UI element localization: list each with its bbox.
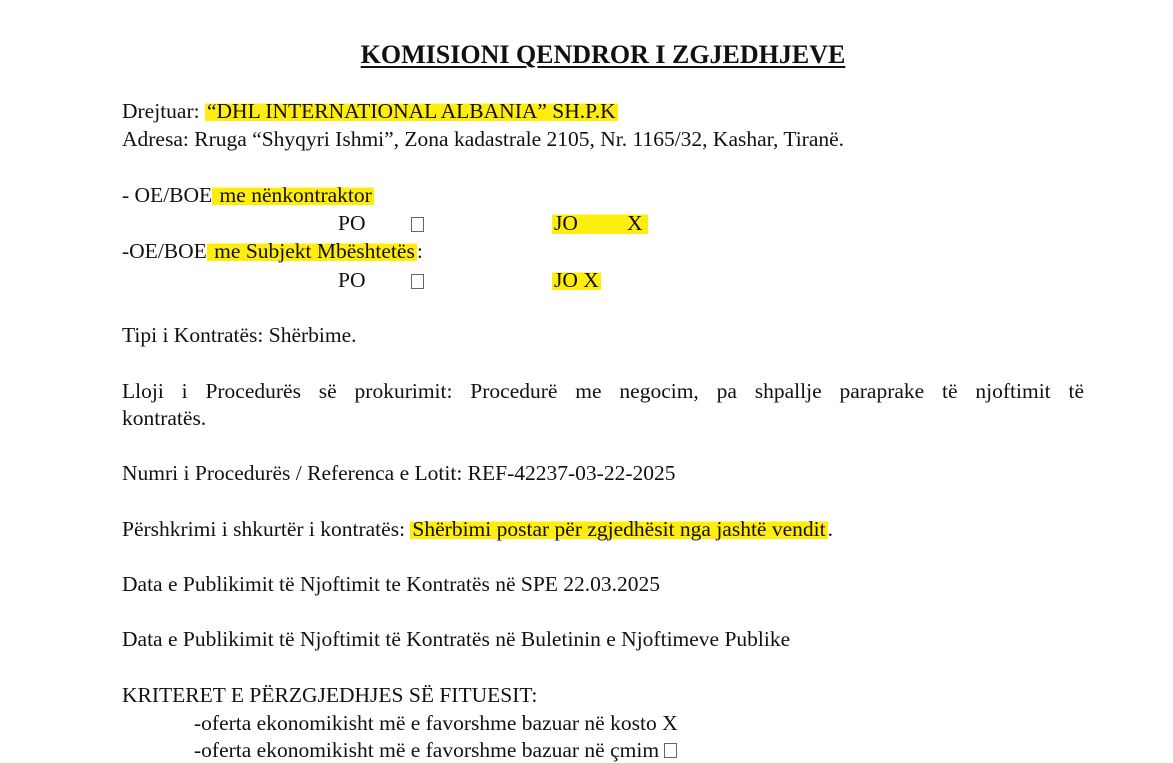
criteria-item-1: -oferta ekonomikisht më e favorshme bazuar në kosto X (194, 711, 678, 735)
page-title: KOMISIONI QENDROR I ZGJEDHJEVE (360, 40, 846, 69)
addressee-value: “DHL INTERNATIONAL ALBANIA” SH.P.K (206, 99, 616, 123)
address-line: Adresa: Rruga “Shyqyri Ishmi”, Zona kadastrale 2105, Nr. 1165/32, Kashar, Tiranë. (122, 127, 845, 151)
support-text: me Subjekt Mbështetës (208, 239, 415, 263)
subcontractor-prefix: - OE/BOE (122, 183, 213, 207)
description-line (122, 516, 833, 542)
publication-spe: Data e Publikimit të Njoftimit te Kontratës në SPE 22.03.2025 (122, 572, 661, 596)
procedure-type-line1: Lloji i Procedurës së prokurimit: Procedurë me negocim, pa shpallje paraprake të njoftimit të (122, 379, 1084, 403)
criteria-item-2-checkbox[interactable] (664, 743, 677, 758)
support-jo (552, 267, 601, 293)
subcontractor-line (122, 182, 374, 208)
criteria-item-2 (194, 737, 677, 763)
support-colon: : (416, 239, 423, 263)
support-po-label: PO (338, 268, 366, 292)
criteria-item-2-label: -oferta ekonomikisht më e favorshme bazuar në çmim (194, 738, 660, 762)
support-po-checkbox[interactable] (411, 274, 424, 289)
procedure-number: Numri i Procedurës / Referenca e Lotit: REF-42237-03-22-2025 (122, 461, 676, 485)
contract-type: Tipi i Kontratës: Shërbime. (122, 323, 357, 347)
addressee-line (122, 98, 618, 124)
description-value: Shërbimi postar për zgjedhësit nga jashtë vendit (412, 517, 826, 541)
addressee-label: Drejtuar: (122, 99, 200, 123)
subcontractor-jo-label: JO (554, 211, 578, 235)
subcontractor-po (338, 210, 365, 236)
publication-bulletin: Data e Publikimit të Njoftimit të Kontratës në Buletinin e Njoftimeve Publike (122, 627, 791, 651)
subcontractor-x-mark: X (627, 211, 643, 235)
description-label: Përshkrimi i shkurtër i kontratës: (122, 517, 411, 541)
subcontractor-jo (552, 210, 648, 236)
subcontractor-po-checkbox[interactable] (411, 217, 424, 232)
support-prefix: -OE/BOE (122, 239, 207, 263)
procedure-type-line2: kontratës. (122, 406, 207, 430)
subcontractor-po-label: PO (338, 211, 366, 235)
description-end: . (827, 517, 833, 541)
subcontractor-text: me nënkontraktor (214, 183, 372, 207)
support-jo-label: JO X (554, 268, 599, 292)
support-po (338, 267, 365, 293)
criteria-heading: KRITERET E PËRZGJEDHJES SË FITUESIT: (122, 683, 538, 707)
support-line (122, 238, 423, 264)
